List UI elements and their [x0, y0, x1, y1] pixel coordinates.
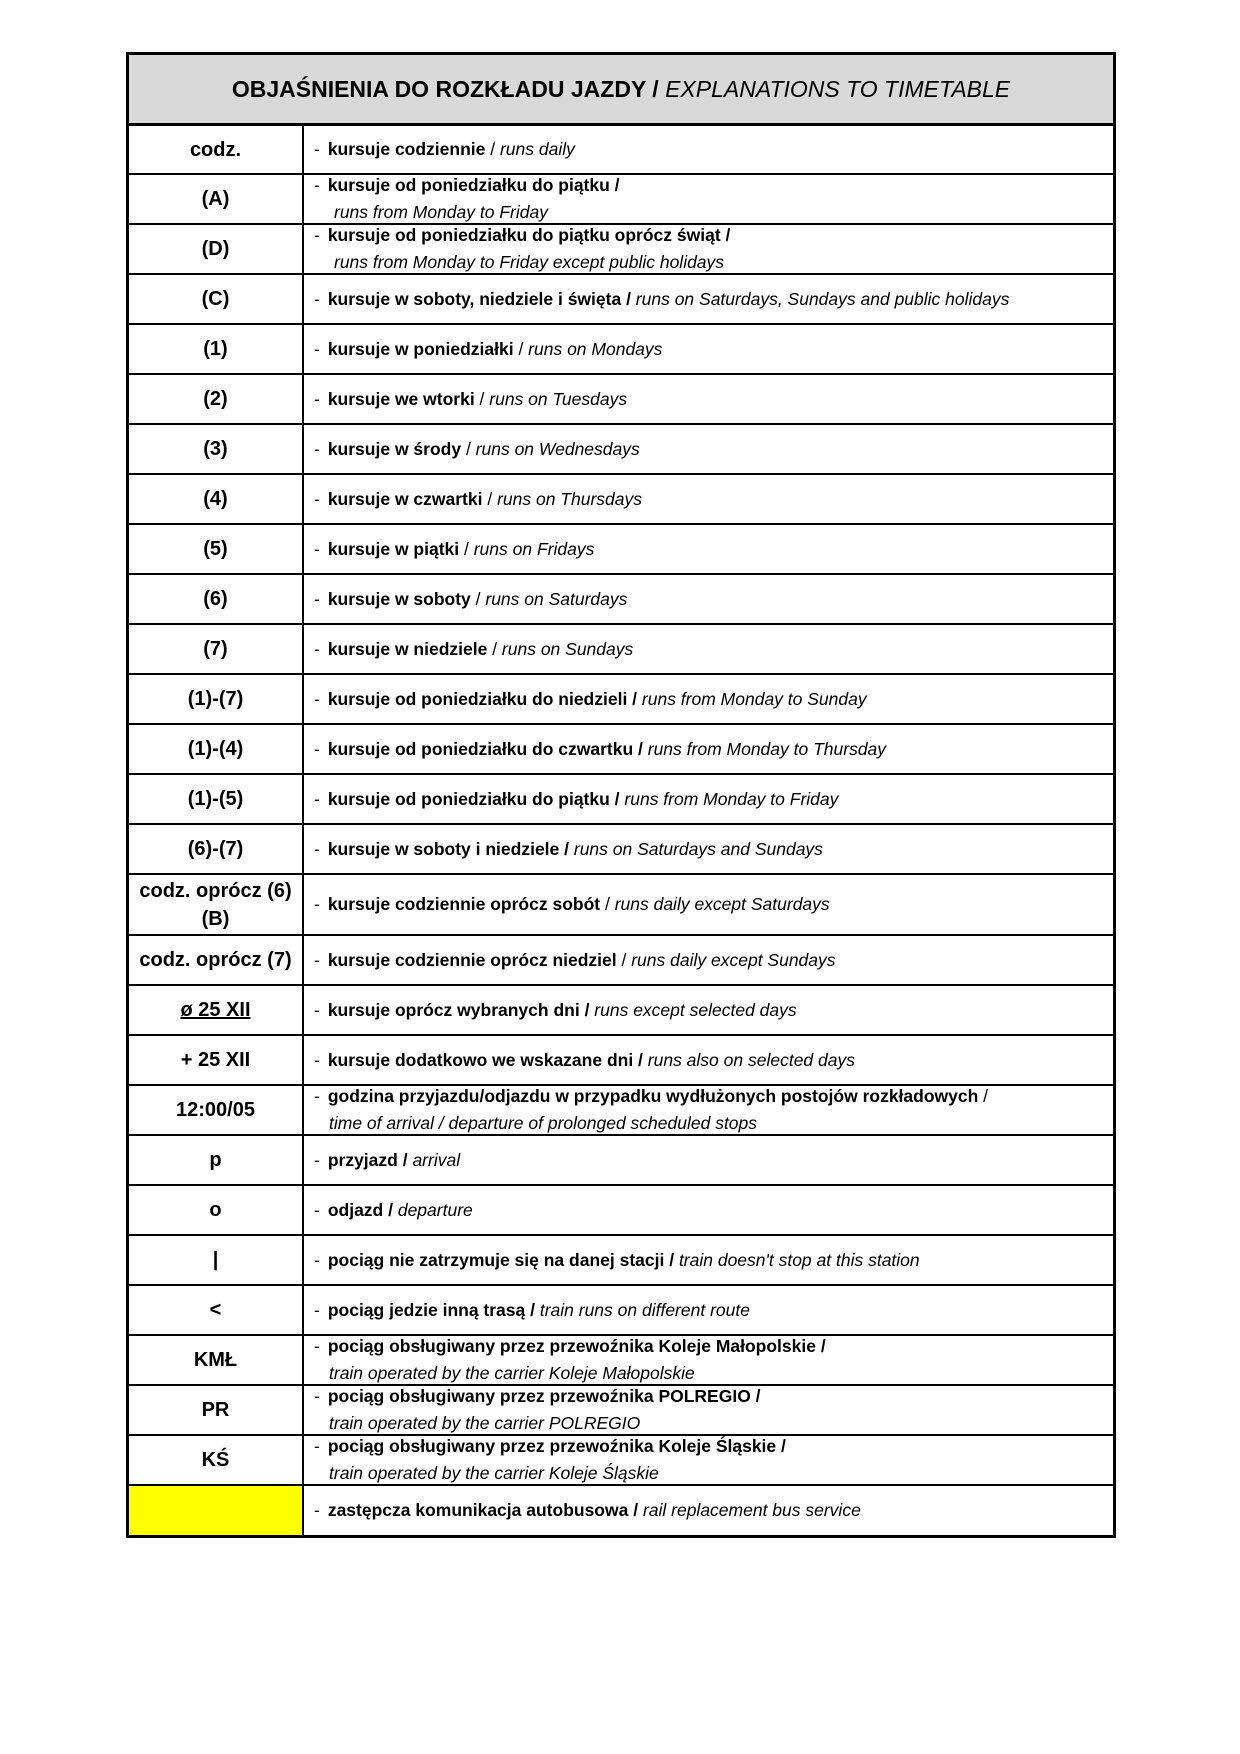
legend-code: [129, 1036, 304, 1084]
separator-slash: /: [621, 288, 636, 309]
bullet-dash: -: [314, 738, 320, 759]
legend-code-text: codz.: [189, 138, 242, 161]
legend-row: [129, 825, 1113, 875]
bullet-dash: -: [314, 1500, 320, 1520]
legend-code: [129, 725, 304, 773]
legend-code-text: codz. oprócz (6) (B): [139, 879, 292, 930]
separator-slash: /: [664, 1249, 679, 1270]
bullet-dash: -: [314, 139, 320, 159]
legend-description: [304, 725, 1113, 773]
table-title: [129, 55, 1113, 126]
legend-row: [129, 425, 1113, 475]
description-english-line2: runs from Monday to Friday except public holidays: [334, 252, 725, 272]
legend-code-text: (1)-(7): [187, 688, 244, 710]
description-polish: kursuje w czwartki: [327, 488, 483, 509]
legend-row: [129, 175, 1113, 225]
legend-code-text: <: [209, 1299, 222, 1321]
bullet-dash: -: [314, 1436, 320, 1456]
description-english: runs from Monday to Friday: [624, 788, 839, 809]
legend-code: [129, 126, 304, 173]
separator-slash: /: [616, 949, 632, 970]
description-polish: kursuje w soboty: [327, 588, 471, 609]
legend-row: [129, 475, 1113, 525]
bullet-dash: -: [314, 338, 320, 359]
description-english: runs from Monday to Thursday: [647, 738, 887, 759]
legend-code: [129, 875, 304, 934]
timetable-legend-table: [126, 52, 1116, 1538]
description-polish: kursuje w piątki: [327, 538, 460, 559]
bullet-dash: -: [314, 1249, 320, 1270]
description-english: train doesn't stop at this station: [678, 1249, 920, 1270]
description-polish: pociąg obsługiwany przez przewoźnika Koleje Małopolskie: [327, 1336, 816, 1356]
legend-code-text: (D): [201, 238, 230, 260]
legend-description: [304, 1336, 1113, 1384]
legend-code: [129, 175, 304, 223]
separator-slash: /: [482, 488, 498, 509]
legend-code: [129, 775, 304, 823]
description-english-line2: train operated by the carrier Koleje Śląskie: [329, 1463, 659, 1483]
title-english: EXPLANATIONS TO TIMETABLE: [665, 75, 1011, 102]
bullet-dash: -: [314, 1299, 320, 1320]
bullet-dash: -: [314, 1149, 320, 1170]
legend-row: [129, 325, 1113, 375]
legend-row: [129, 525, 1113, 575]
legend-code: [129, 1086, 304, 1134]
bullet-dash: -: [314, 1336, 320, 1356]
legend-code: [129, 1336, 304, 1384]
description-english: runs on Wednesdays: [475, 438, 640, 459]
legend-code-text: KŚ: [201, 1449, 230, 1471]
separator-slash: /: [559, 838, 574, 859]
description-english: runs daily except Sundays: [631, 949, 836, 970]
separator-slash: /: [579, 999, 595, 1020]
legend-code-text: (7): [203, 638, 228, 660]
separator-slash: /: [627, 688, 642, 709]
description-polish: kursuje od poniedziałku do niedzieli: [327, 688, 628, 709]
separator-slash: /: [978, 1086, 989, 1106]
description-polish: kursuje od poniedziałku do piątku: [327, 788, 610, 809]
legend-code-text: PR: [201, 1399, 230, 1421]
legend-row: [129, 625, 1113, 675]
legend-code-text: (3): [203, 438, 228, 460]
description-english: runs on Saturdays, Sundays and public holidays: [635, 288, 1010, 309]
separator-slash: /: [474, 388, 490, 409]
legend-description: [304, 1286, 1113, 1334]
legend-row: [129, 1236, 1113, 1286]
bullet-dash: -: [314, 538, 320, 559]
legend-description: [304, 775, 1113, 823]
description-english: runs from Monday to Sunday: [641, 688, 867, 709]
legend-description: [304, 1486, 1113, 1535]
description-polish: kursuje w soboty, niedziele i święta: [327, 288, 622, 309]
legend-row: [129, 986, 1113, 1036]
separator-slash: /: [485, 139, 500, 159]
description-polish: pociąg nie zatrzymuje się na danej stacji: [327, 1249, 665, 1270]
bullet-dash: -: [314, 999, 320, 1020]
separator-slash: /: [609, 788, 625, 809]
legend-code: [129, 425, 304, 473]
description-english: runs on Saturdays and Sundays: [573, 838, 823, 859]
legend-code: [129, 375, 304, 423]
legend-description: [304, 425, 1113, 473]
description-polish: kursuje oprócz wybranych dni: [327, 999, 580, 1020]
legend-description: [304, 325, 1113, 373]
description-english: runs except selected days: [594, 999, 797, 1020]
separator-slash: /: [750, 1386, 761, 1406]
description-polish: przyjazd: [327, 1149, 398, 1170]
description-english: departure: [397, 1199, 473, 1220]
separator-slash: /: [461, 438, 476, 459]
legend-code-text: 12:00/05: [176, 1099, 255, 1121]
legend-code-text: (4): [203, 488, 228, 510]
legend-code: [129, 625, 304, 673]
description-english-line2: runs from Monday to Friday: [334, 202, 548, 222]
legend-description: [304, 1136, 1113, 1184]
description-english: rail replacement bus service: [642, 1500, 861, 1520]
description-polish: pociąg obsługiwany przez przewoźnika Koleje Śląskie: [327, 1436, 777, 1456]
legend-row: [129, 225, 1113, 275]
separator-slash: /: [470, 588, 486, 609]
separator-slash: /: [633, 1049, 648, 1070]
legend-code-text: codz. oprócz (7): [139, 949, 292, 971]
description-english: runs on Sundays: [501, 638, 634, 659]
legend-description: [304, 1386, 1113, 1434]
legend-row: [129, 575, 1113, 625]
legend-code-text: + 25 XII: [180, 1049, 251, 1071]
separator-slash: /: [383, 1199, 398, 1220]
separator-slash: /: [628, 1500, 643, 1520]
legend-description: [304, 175, 1113, 223]
description-english: runs daily: [499, 139, 575, 159]
separator-slash: /: [776, 1436, 786, 1456]
legend-description: [304, 875, 1113, 934]
legend-row: [129, 1086, 1113, 1136]
description-polish: kursuje w niedziele: [327, 638, 488, 659]
description-polish: kursuje codziennie oprócz niedziel: [327, 949, 617, 970]
bullet-dash: -: [314, 1199, 320, 1220]
description-english: runs on Mondays: [528, 338, 663, 359]
legend-code: [129, 825, 304, 873]
bullet-dash: -: [314, 175, 320, 195]
legend-row: [129, 875, 1113, 936]
description-english: runs on Fridays: [473, 538, 595, 559]
legend-code: [129, 275, 304, 323]
bullet-dash: -: [314, 1386, 320, 1406]
legend-code: [129, 936, 304, 984]
bullet-dash: -: [314, 894, 320, 914]
legend-code: [129, 1286, 304, 1334]
legend-description: [304, 126, 1113, 173]
legend-code: [129, 1186, 304, 1234]
legend-row: [129, 275, 1113, 325]
legend-code-text: (1): [203, 338, 228, 360]
legend-code-text: (C): [201, 288, 230, 310]
legend-row: [129, 1036, 1113, 1086]
bullet-dash: -: [314, 388, 320, 409]
description-polish: pociąg obsługiwany przez przewoźnika POLREGIO: [327, 1386, 751, 1406]
legend-code: [129, 675, 304, 723]
title-polish: OBJAŚNIENIA DO ROZKŁADU JAZDY /: [231, 75, 659, 102]
legend-description: [304, 375, 1113, 423]
legend-row: [129, 775, 1113, 825]
separator-slash: /: [397, 1149, 413, 1170]
separator-slash: /: [609, 175, 620, 195]
bullet-dash: -: [314, 438, 320, 459]
description-polish: pociąg jedzie inną trasą: [327, 1299, 526, 1320]
bullet-dash: -: [314, 588, 320, 609]
bullet-dash: -: [314, 688, 320, 709]
legend-row: [129, 1186, 1113, 1236]
separator-slash: /: [720, 225, 731, 245]
legend-code-text: (2): [203, 388, 228, 410]
legend-code-text: |: [212, 1249, 219, 1271]
legend-code-text: KMŁ: [193, 1349, 238, 1371]
bullet-dash: -: [314, 1049, 320, 1070]
bullet-dash: -: [314, 949, 320, 970]
description-polish: kursuje dodatkowo we wskazane dni: [327, 1049, 634, 1070]
legend-code: [129, 325, 304, 373]
legend-description: [304, 1436, 1113, 1484]
description-polish: kursuje w poniedziałki: [327, 338, 514, 359]
bullet-dash: -: [314, 788, 320, 809]
separator-slash: /: [487, 638, 502, 659]
legend-description: [304, 525, 1113, 573]
legend-code-text: (A): [201, 188, 230, 210]
legend-description: [304, 1236, 1113, 1284]
description-english: train runs on different route: [539, 1299, 750, 1320]
description-english: runs on Thursdays: [497, 488, 643, 509]
description-english-line2: train operated by the carrier POLREGIO: [329, 1413, 641, 1433]
description-english: runs also on selected days: [647, 1049, 855, 1070]
legend-row: [129, 1486, 1113, 1535]
legend-code-text: (5): [203, 538, 228, 560]
separator-slash: /: [600, 894, 615, 914]
legend-description: [304, 936, 1113, 984]
separator-slash: /: [513, 338, 529, 359]
legend-description: [304, 625, 1113, 673]
bullet-dash: -: [314, 488, 320, 509]
legend-description: [304, 575, 1113, 623]
legend-code: [129, 1136, 304, 1184]
legend-code-text: o: [209, 1199, 222, 1221]
description-polish: kursuje od poniedziałku do czwartku: [327, 738, 634, 759]
legend-row: [129, 936, 1113, 986]
description-english: runs on Tuesdays: [489, 388, 628, 409]
legend-rows: [129, 126, 1113, 1535]
separator-slash: /: [525, 1299, 540, 1320]
description-polish: zastępcza komunikacja autobusowa: [327, 1500, 629, 1520]
legend-code: [129, 1386, 304, 1434]
legend-row: [129, 1386, 1113, 1436]
legend-code: [129, 525, 304, 573]
bullet-dash: -: [314, 638, 320, 659]
description-polish: kursuje codziennie: [327, 139, 486, 159]
legend-code: [129, 225, 304, 273]
separator-slash: /: [633, 738, 648, 759]
legend-code: [129, 1236, 304, 1284]
legend-code: [129, 575, 304, 623]
legend-description: [304, 275, 1113, 323]
legend-description: [304, 225, 1113, 273]
description-polish: odjazd: [327, 1199, 384, 1220]
legend-description: [304, 1036, 1113, 1084]
legend-code-text: (1)-(4): [187, 738, 244, 760]
legend-description: [304, 986, 1113, 1034]
description-english: runs daily except Saturdays: [614, 894, 830, 914]
description-polish: kursuje od poniedziałku do piątku oprócz świąt: [327, 225, 721, 245]
description-polish: kursuje codziennie oprócz sobót: [327, 894, 601, 914]
legend-row: [129, 725, 1113, 775]
description-polish: godzina przyjazdu/odjazdu w przypadku wydłużonych postojów rozkładowych: [327, 1086, 979, 1106]
description-polish: kursuje we wtorki: [327, 388, 475, 409]
bullet-dash: -: [314, 1086, 320, 1106]
legend-description: [304, 1086, 1113, 1134]
legend-code: [129, 1486, 304, 1535]
legend-code-text: (1)-(5): [187, 788, 244, 810]
bullet-dash: -: [314, 288, 320, 309]
description-english-line2: time of arrival / departure of prolonged scheduled stops: [329, 1113, 758, 1133]
description-english: runs on Saturdays: [485, 588, 628, 609]
legend-code: [129, 475, 304, 523]
legend-code: [129, 1436, 304, 1484]
legend-row: [129, 126, 1113, 175]
separator-slash: /: [459, 538, 474, 559]
legend-code-text: p: [209, 1149, 222, 1171]
legend-code-text: (6)-(7): [187, 838, 244, 860]
description-polish: kursuje od poniedziałku do piątku: [327, 175, 610, 195]
legend-row: [129, 1436, 1113, 1486]
separator-slash: /: [815, 1336, 826, 1356]
legend-description: [304, 675, 1113, 723]
legend-row: [129, 1136, 1113, 1186]
description-english-line2: train operated by the carrier Koleje Małopolskie: [329, 1363, 695, 1383]
legend-row: [129, 375, 1113, 425]
legend-row: [129, 1286, 1113, 1336]
bullet-dash: -: [314, 838, 320, 859]
description-english: arrival: [412, 1149, 461, 1170]
description-polish: kursuje w środy: [327, 438, 462, 459]
legend-row: [129, 675, 1113, 725]
legend-code-text: (6): [203, 588, 228, 610]
bullet-dash: -: [314, 225, 320, 245]
description-polish: kursuje w soboty i niedziele: [327, 838, 560, 859]
legend-code-text: ø 25 XII: [180, 999, 251, 1021]
legend-description: [304, 825, 1113, 873]
legend-description: [304, 1186, 1113, 1234]
legend-code: [129, 986, 304, 1034]
legend-description: [304, 475, 1113, 523]
legend-row: [129, 1336, 1113, 1386]
